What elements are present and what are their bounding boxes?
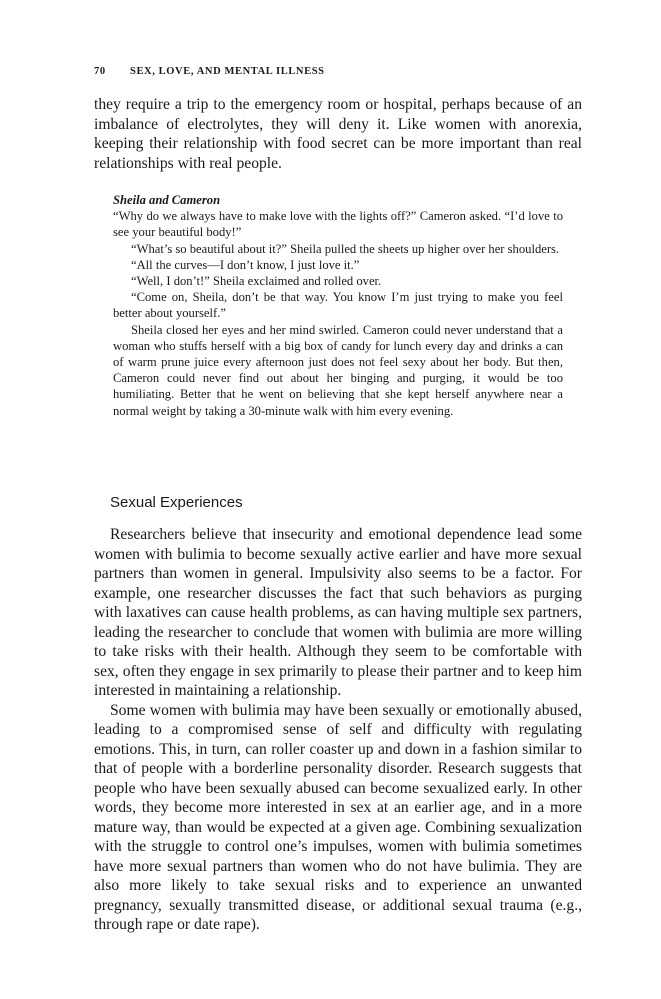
- vignette-title: Sheila and Cameron: [113, 193, 221, 207]
- section-body: [94, 525, 582, 935]
- case-vignette: [113, 192, 563, 419]
- vignette-paragraph: “Well, I don’t!” Sheila exclaimed and rolled over.: [131, 274, 382, 289]
- intro-text: [94, 95, 582, 173]
- page-number: 70: [94, 66, 106, 77]
- running-title: SEX, LOVE, AND MENTAL ILLNESS: [130, 66, 325, 77]
- vignette-paragraph: “Come on, Sheila, don’t be that way. You know I’m just trying to make you feel better about yourself.”: [113, 290, 563, 321]
- intro-paragraph: they require a trip to the emergency room or hospital, perhaps because of an imbalance of electrolytes, they will deny it. Like women with anorexia, keeping their relationship with food secret can be more important than real relationships with real people.: [94, 96, 582, 172]
- vignette-paragraph: Sheila closed her eyes and her mind swirled. Cameron could never understand that a woman who stuffs herself with a big box of candy for lunch every day and drinks a can of warm prune juice every afternoon just does not feel sexy about her body. But then, Cameron could never find out about her binging and purging, it would be too humiliating. Better that he went on believing that she kept herself anywhere near a normal weight by taking a 30-minute walk with him every evening.: [113, 322, 563, 418]
- vignette-paragraph: “All the curves—I don’t know, I just love it.”: [131, 257, 360, 272]
- vignette-paragraph: “What’s so beautiful about it?” Sheila pulled the sheets up higher over her shoulders.: [131, 241, 560, 256]
- body-paragraph: Researchers believe that insecurity and emotional dependence lead some women with bulimia to become sexually active earlier and have more sexual partners than women in general. Impulsivity also seems to be a factor. For example, one researcher discusses the fact that such behaviors as purging with laxatives can cause health problems, as can having multiple sex partners, leading the researcher to conclude that women with bulimia are more willing to take risks with their health. Although they seem to be comfortable with sex, often they engage in sex primarily to please their partner and to keep him interested in maintaining a relationship.: [94, 526, 582, 699]
- body-paragraph: Some women with bulimia may have been sexually or emotionally abused, leading to a compromised sense of self and difficulty with regulating emotions. This, in turn, can roller coaster up and down in a fashion similar to that of people with a borderline personality disorder. Research suggests that people who have been sexually abused can become sexualized early. In other words, they become more interested in sex at an earlier age, and in a more mature way, than would be expected at a given age. Combining sexualization with the struggle to control one’s impulses, women with bulimia sometimes have more sexual partners than women who do not have bulimia. They are also more likely to take sexual risks and to experience an unwanted pregnancy, sexually transmitted disease, or additional sexual trauma (e.g., through rape or date rape).: [94, 701, 582, 933]
- section-heading: Sexual Experiences: [110, 494, 243, 511]
- vignette-paragraph: “Why do we always have to make love with the lights off?” Cameron asked. “I’d love to see your beautiful body!”: [113, 209, 563, 240]
- running-head: [94, 66, 325, 77]
